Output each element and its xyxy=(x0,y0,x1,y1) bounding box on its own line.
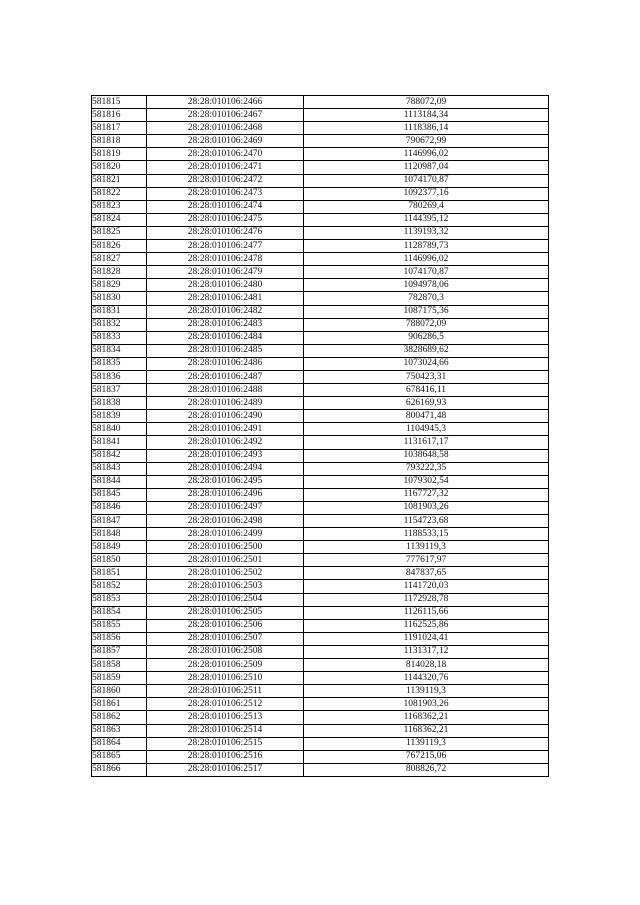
table-row xyxy=(92,384,549,397)
row-number-cell: 581858 xyxy=(92,659,147,672)
table-row xyxy=(92,763,549,776)
cadastral-number-cell: 28:28:010106:2516 xyxy=(147,750,304,763)
table-row xyxy=(92,567,549,580)
value-cell: 1146996,02 xyxy=(304,148,549,161)
row-number-cell: 581826 xyxy=(92,240,147,253)
cadastral-number-cell: 28:28:010106:2478 xyxy=(147,253,304,266)
cadastral-number-cell: 28:28:010106:2513 xyxy=(147,711,304,724)
value-cell: 626169,93 xyxy=(304,397,549,410)
table-row xyxy=(92,187,549,200)
cadastral-number-cell: 28:28:010106:2494 xyxy=(147,462,304,475)
row-number-cell: 581849 xyxy=(92,541,147,554)
row-number-cell: 581836 xyxy=(92,370,147,383)
table-row xyxy=(92,226,549,239)
value-cell: 847837,65 xyxy=(304,567,549,580)
table-row xyxy=(92,331,549,344)
cadastral-number-cell: 28:28:010106:2485 xyxy=(147,344,304,357)
row-number-cell: 581830 xyxy=(92,292,147,305)
row-number-cell: 581839 xyxy=(92,410,147,423)
cadastral-number-cell: 28:28:010106:2473 xyxy=(147,187,304,200)
value-cell: 3828689,62 xyxy=(304,344,549,357)
table-row xyxy=(92,279,549,292)
cadastral-number-cell: 28:28:010106:2475 xyxy=(147,213,304,226)
table-row xyxy=(92,619,549,632)
value-cell: 780269,4 xyxy=(304,200,549,213)
row-number-cell: 581818 xyxy=(92,135,147,148)
row-number-cell: 581837 xyxy=(92,384,147,397)
table-row xyxy=(92,436,549,449)
value-cell: 1092377,16 xyxy=(304,187,549,200)
table-row xyxy=(92,423,549,436)
cadastral-number-cell: 28:28:010106:2490 xyxy=(147,410,304,423)
table-row xyxy=(92,240,549,253)
value-cell: 1113184,34 xyxy=(304,109,549,122)
table-row xyxy=(92,253,549,266)
row-number-cell: 581815 xyxy=(92,96,147,109)
value-cell: 1079302,54 xyxy=(304,475,549,488)
value-cell: 1074170,87 xyxy=(304,174,549,187)
cadastral-number-cell: 28:28:010106:2507 xyxy=(147,632,304,645)
value-cell: 1162525,86 xyxy=(304,619,549,632)
cadastral-number-cell: 28:28:010106:2474 xyxy=(147,200,304,213)
value-cell: 1087175,36 xyxy=(304,305,549,318)
row-number-cell: 581853 xyxy=(92,593,147,606)
value-cell: 1146996,02 xyxy=(304,253,549,266)
cadastral-number-cell: 28:28:010106:2515 xyxy=(147,737,304,750)
table-row xyxy=(92,528,549,541)
value-cell: 1141720,03 xyxy=(304,580,549,593)
cadastral-number-cell: 28:28:010106:2486 xyxy=(147,357,304,370)
cadastral-number-cell: 28:28:010106:2512 xyxy=(147,698,304,711)
value-cell: 1131617,17 xyxy=(304,436,549,449)
cadastral-number-cell: 28:28:010106:2470 xyxy=(147,148,304,161)
cadastral-number-cell: 28:28:010106:2482 xyxy=(147,305,304,318)
row-number-cell: 581863 xyxy=(92,724,147,737)
value-cell: 1038648,58 xyxy=(304,449,549,462)
cadastral-number-cell: 28:28:010106:2492 xyxy=(147,436,304,449)
table-row xyxy=(92,266,549,279)
value-cell: 1074170,87 xyxy=(304,266,549,279)
value-cell: 1081903,26 xyxy=(304,698,549,711)
row-number-cell: 581829 xyxy=(92,279,147,292)
value-cell: 1139119,3 xyxy=(304,541,549,554)
value-cell: 777617,97 xyxy=(304,554,549,567)
value-cell: 1168362,21 xyxy=(304,711,549,724)
row-number-cell: 581816 xyxy=(92,109,147,122)
row-number-cell: 581852 xyxy=(92,580,147,593)
value-cell: 1191024,41 xyxy=(304,632,549,645)
table-row xyxy=(92,96,549,109)
cadastral-number-cell: 28:28:010106:2477 xyxy=(147,240,304,253)
value-cell: 800471,48 xyxy=(304,410,549,423)
cadastral-number-cell: 28:28:010106:2496 xyxy=(147,488,304,501)
value-cell: 767215,06 xyxy=(304,750,549,763)
cadastral-number-cell: 28:28:010106:2517 xyxy=(147,763,304,776)
value-cell: 1139193,32 xyxy=(304,226,549,239)
row-number-cell: 581851 xyxy=(92,567,147,580)
value-cell: 1118386,14 xyxy=(304,122,549,135)
value-cell: 1167727,32 xyxy=(304,488,549,501)
row-number-cell: 581820 xyxy=(92,161,147,174)
cadastral-number-cell: 28:28:010106:2505 xyxy=(147,606,304,619)
value-cell: 1172928,78 xyxy=(304,593,549,606)
cadastral-number-cell: 28:28:010106:2499 xyxy=(147,528,304,541)
cadastral-number-cell: 28:28:010106:2495 xyxy=(147,475,304,488)
value-cell: 790672,99 xyxy=(304,135,549,148)
value-cell: 793222,35 xyxy=(304,462,549,475)
row-number-cell: 581819 xyxy=(92,148,147,161)
value-cell: 788072,09 xyxy=(304,96,549,109)
cadastral-number-cell: 28:28:010106:2503 xyxy=(147,580,304,593)
table-row xyxy=(92,685,549,698)
cadastral-number-cell: 28:28:010106:2469 xyxy=(147,135,304,148)
table-row xyxy=(92,449,549,462)
row-number-cell: 581828 xyxy=(92,266,147,279)
table-row xyxy=(92,515,549,528)
table-row xyxy=(92,397,549,410)
table-row xyxy=(92,724,549,737)
table-row xyxy=(92,711,549,724)
value-cell: 1081903,26 xyxy=(304,501,549,514)
row-number-cell: 581860 xyxy=(92,685,147,698)
value-cell: 1104945,3 xyxy=(304,423,549,436)
row-number-cell: 581838 xyxy=(92,397,147,410)
value-cell: 1139119,3 xyxy=(304,685,549,698)
row-number-cell: 581864 xyxy=(92,737,147,750)
cadastral-number-cell: 28:28:010106:2502 xyxy=(147,567,304,580)
value-cell: 1073024,66 xyxy=(304,357,549,370)
table-row xyxy=(92,305,549,318)
row-number-cell: 581857 xyxy=(92,645,147,658)
value-cell: 788072,09 xyxy=(304,318,549,331)
table-row xyxy=(92,659,549,672)
table-row xyxy=(92,737,549,750)
value-cell: 1126115,66 xyxy=(304,606,549,619)
cadastral-number-cell: 28:28:010106:2483 xyxy=(147,318,304,331)
table-row xyxy=(92,541,549,554)
row-number-cell: 581843 xyxy=(92,462,147,475)
cadastral-number-cell: 28:28:010106:2509 xyxy=(147,659,304,672)
table-row xyxy=(92,135,549,148)
cadastral-number-cell: 28:28:010106:2481 xyxy=(147,292,304,305)
table-row xyxy=(92,200,549,213)
value-cell: 1188533,15 xyxy=(304,528,549,541)
row-number-cell: 581841 xyxy=(92,436,147,449)
row-number-cell: 581856 xyxy=(92,632,147,645)
cadastral-number-cell: 28:28:010106:2479 xyxy=(147,266,304,279)
cadastral-number-cell: 28:28:010106:2491 xyxy=(147,423,304,436)
row-number-cell: 581824 xyxy=(92,213,147,226)
cadastral-number-cell: 28:28:010106:2497 xyxy=(147,501,304,514)
table-row xyxy=(92,213,549,226)
cadastral-number-cell: 28:28:010106:2510 xyxy=(147,672,304,685)
cadastral-number-cell: 28:28:010106:2467 xyxy=(147,109,304,122)
value-cell: 906286,5 xyxy=(304,331,549,344)
cadastral-number-cell: 28:28:010106:2480 xyxy=(147,279,304,292)
value-cell: 750423,31 xyxy=(304,370,549,383)
row-number-cell: 581845 xyxy=(92,488,147,501)
cadastral-number-cell: 28:28:010106:2472 xyxy=(147,174,304,187)
table-row xyxy=(92,750,549,763)
table-row xyxy=(92,593,549,606)
table-row xyxy=(92,462,549,475)
table-row xyxy=(92,488,549,501)
cadastral-number-cell: 28:28:010106:2511 xyxy=(147,685,304,698)
value-cell: 1128789,73 xyxy=(304,240,549,253)
table-row xyxy=(92,698,549,711)
table-row xyxy=(92,410,549,423)
row-number-cell: 581842 xyxy=(92,449,147,462)
row-number-cell: 581832 xyxy=(92,318,147,331)
value-cell: 1120987,04 xyxy=(304,161,549,174)
row-number-cell: 581823 xyxy=(92,200,147,213)
cadastral-number-cell: 28:28:010106:2508 xyxy=(147,645,304,658)
table-body xyxy=(92,96,549,777)
cadastral-number-cell: 28:28:010106:2500 xyxy=(147,541,304,554)
value-cell: 782870,3 xyxy=(304,292,549,305)
table-row xyxy=(92,606,549,619)
table-row xyxy=(92,109,549,122)
cadastral-number-cell: 28:28:010106:2468 xyxy=(147,122,304,135)
table-row xyxy=(92,370,549,383)
table-row xyxy=(92,580,549,593)
table-row xyxy=(92,632,549,645)
cadastral-number-cell: 28:28:010106:2484 xyxy=(147,331,304,344)
row-number-cell: 581817 xyxy=(92,122,147,135)
cadastral-number-cell: 28:28:010106:2493 xyxy=(147,449,304,462)
table-row xyxy=(92,292,549,305)
cadastral-number-cell: 28:28:010106:2466 xyxy=(147,96,304,109)
cadastral-number-cell: 28:28:010106:2498 xyxy=(147,515,304,528)
table-row xyxy=(92,672,549,685)
row-number-cell: 581822 xyxy=(92,187,147,200)
value-cell: 1139119,3 xyxy=(304,737,549,750)
cadastral-number-cell: 28:28:010106:2471 xyxy=(147,161,304,174)
row-number-cell: 581844 xyxy=(92,475,147,488)
row-number-cell: 581854 xyxy=(92,606,147,619)
cadastral-number-cell: 28:28:010106:2506 xyxy=(147,619,304,632)
row-number-cell: 581840 xyxy=(92,423,147,436)
row-number-cell: 581859 xyxy=(92,672,147,685)
table-row xyxy=(92,645,549,658)
cadastral-number-cell: 28:28:010106:2489 xyxy=(147,397,304,410)
row-number-cell: 581848 xyxy=(92,528,147,541)
table-row xyxy=(92,475,549,488)
row-number-cell: 581835 xyxy=(92,357,147,370)
value-cell: 1168362,21 xyxy=(304,724,549,737)
value-cell: 1144395,12 xyxy=(304,213,549,226)
table-row xyxy=(92,148,549,161)
row-number-cell: 581831 xyxy=(92,305,147,318)
table-row xyxy=(92,357,549,370)
cadastral-number-cell: 28:28:010106:2504 xyxy=(147,593,304,606)
table-row xyxy=(92,344,549,357)
row-number-cell: 581825 xyxy=(92,226,147,239)
row-number-cell: 581846 xyxy=(92,501,147,514)
value-cell: 814028,18 xyxy=(304,659,549,672)
cadastral-number-cell: 28:28:010106:2487 xyxy=(147,370,304,383)
cadastral-number-cell: 28:28:010106:2514 xyxy=(147,724,304,737)
row-number-cell: 581862 xyxy=(92,711,147,724)
row-number-cell: 581847 xyxy=(92,515,147,528)
row-number-cell: 581821 xyxy=(92,174,147,187)
data-table xyxy=(91,95,549,777)
row-number-cell: 581855 xyxy=(92,619,147,632)
cadastral-number-cell: 28:28:010106:2501 xyxy=(147,554,304,567)
row-number-cell: 581866 xyxy=(92,763,147,776)
table-row xyxy=(92,318,549,331)
value-cell: 1131317,12 xyxy=(304,645,549,658)
row-number-cell: 581827 xyxy=(92,253,147,266)
table-row xyxy=(92,122,549,135)
cadastral-number-cell: 28:28:010106:2476 xyxy=(147,226,304,239)
value-cell: 1144320,76 xyxy=(304,672,549,685)
table-row xyxy=(92,161,549,174)
row-number-cell: 581833 xyxy=(92,331,147,344)
value-cell: 1094978,06 xyxy=(304,279,549,292)
row-number-cell: 581834 xyxy=(92,344,147,357)
row-number-cell: 581850 xyxy=(92,554,147,567)
value-cell: 678416,11 xyxy=(304,384,549,397)
value-cell: 808826,72 xyxy=(304,763,549,776)
table-row xyxy=(92,174,549,187)
cadastral-number-cell: 28:28:010106:2488 xyxy=(147,384,304,397)
table-row xyxy=(92,501,549,514)
value-cell: 1154723,68 xyxy=(304,515,549,528)
row-number-cell: 581865 xyxy=(92,750,147,763)
row-number-cell: 581861 xyxy=(92,698,147,711)
table-row xyxy=(92,554,549,567)
